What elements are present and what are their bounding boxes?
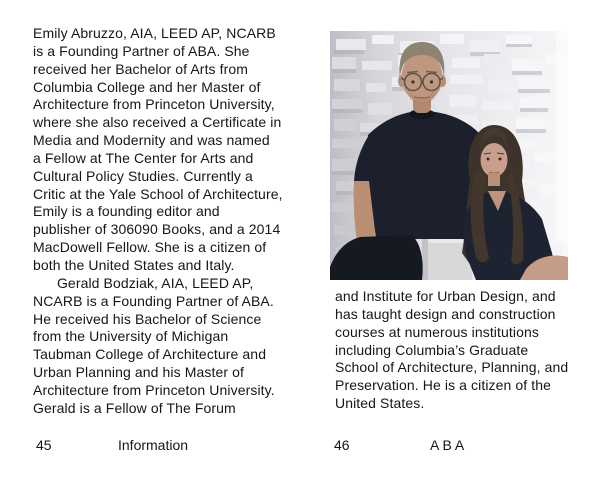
text-line: NCARB is a Founding Partner of ABA. <box>33 292 274 309</box>
text-line: MacDowell Fellow. She is a citizen of <box>33 239 267 256</box>
text-line: Taubman College of Architecture and <box>33 346 267 363</box>
text-line: has taught design and construction <box>335 305 556 322</box>
bio-text-column-left <box>33 25 318 418</box>
portrait-photo-illustration <box>330 31 568 280</box>
text-line: Architecture from Princeton University, <box>33 96 275 113</box>
text-line: Gerald is a Fellow of The Forum <box>33 399 236 416</box>
text-line: Cultural Policy Studies. Currently a <box>33 167 253 184</box>
text-line: He received his Bachelor of Science <box>33 310 262 327</box>
text-line: Emily Abruzzo, AIA, LEED AP, NCARB <box>33 25 276 41</box>
text-line: including Columbia’s Graduate <box>335 341 529 358</box>
page-number-right: 46 <box>334 437 350 453</box>
window-light <box>556 31 568 241</box>
running-footer-right: A B A <box>430 437 465 453</box>
text-line: courses at numerous institutions <box>335 323 539 340</box>
page-number-left: 45 <box>36 437 52 453</box>
bio-text-column-right <box>335 288 585 413</box>
text-line: Preservation. He is a citizen of the <box>335 377 552 394</box>
text-line: Gerald Bodziak, AIA, LEED AP, <box>33 274 254 291</box>
text-line: both the United States and Italy. <box>33 256 235 273</box>
portrait-photo <box>330 31 568 280</box>
running-footer-left: Information <box>118 437 189 453</box>
text-line: from the University of Michigan <box>33 328 229 345</box>
text-line: Emily is a founding editor and <box>33 203 220 220</box>
text-line: Urban Planning and his Master of <box>33 364 244 381</box>
text-line: School of Architecture, Planning, and <box>335 359 569 376</box>
text-line: United States. <box>335 395 425 412</box>
text-line: where she also received a Certificate in <box>33 114 282 131</box>
text-line: a Fellow at The Center for Arts and <box>33 149 254 166</box>
text-line: Media and Modernity and was named <box>33 132 270 149</box>
text-line: received her Bachelor of Arts from <box>33 60 249 77</box>
text-line: Columbia College and her Master of <box>33 78 261 95</box>
text-line: Critic at the Yale School of Architecture, <box>33 185 283 202</box>
text-line: publisher of 306090 Books, and a 2014 <box>33 221 281 238</box>
text-line: and Institute for Urban Design, and <box>335 288 556 304</box>
text-line: is a Founding Partner of ABA. She <box>33 42 250 59</box>
text-line: Architecture from Princeton University. <box>33 381 275 398</box>
